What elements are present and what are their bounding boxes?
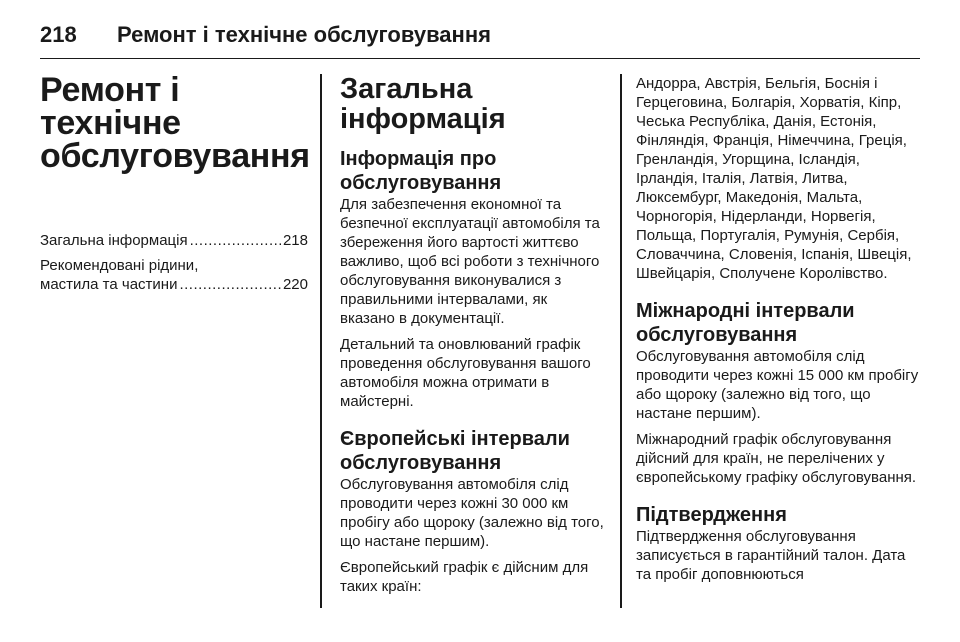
toc-entry-label: мастила та частини (40, 276, 178, 293)
toc-entry-page: 220 (282, 276, 308, 293)
page-header-title: Ремонт і технічне обслуговування (117, 22, 491, 47)
content-column-right (636, 74, 920, 591)
european-intervals-paragraph: Обслуговування автомобіля слід проводити через кожні 30 000 км пробігу або щороку (залежно від того, що настане першим). (340, 476, 604, 550)
subsection-title-confirmation: Підтвердження (636, 504, 787, 526)
european-countries-list: Андорра, Австрія, Бельгія, Боснія і Герцеговина, Болгарія, Хорватія, Кіпр, Чеська Республіка, Данія, Естонія, Фінляндія, Франція, Німеччина, Греція, Гренландія, Угорщина, Ісландія, Ірландія, Італія, Латвія, Литва, Люксембург, Македонія, Мальта, Чорногорія, Нідерланди, Норвегія, Польща, Португалія, Румунія, Сербія, Словаччина, Словенія, Іспанія, Швеція, Швейцарія, Сполучене Королівство. (636, 75, 912, 282)
page-header (40, 8, 920, 59)
toc-entry-general-info[interactable] (40, 231, 308, 250)
subsection-title-service-info: Інформація про обслуговування (340, 148, 502, 194)
table-of-contents (40, 231, 308, 294)
confirmation-paragraph: Підтвердження обслуговування записується в гарантійний талон. Дата та пробіг доповнюються (636, 528, 906, 583)
column-divider (320, 74, 322, 608)
international-intervals-paragraph: Міжнародний графік обслуговування дійсний для країн, не перелічених у європейському графіку обслуговування. (636, 431, 917, 486)
subsection-title-european-intervals: Європейські інтервали обслуговування (340, 428, 570, 474)
european-intervals-paragraph: Європейський графік є дійсним для таких країн: (340, 559, 589, 595)
chapter-title: Ремонт і технічне обслуговування (40, 71, 310, 175)
toc-entry-label: Загальна інформація (40, 232, 188, 249)
chapter-column (40, 71, 310, 300)
toc-entry-label-line1: Рекомендовані рідини, (40, 257, 199, 274)
content-column-middle (340, 74, 605, 603)
service-info-paragraph: Для забезпечення економної та безпечної експлуатації автомобіля та збереження його вартості життєво важливо, щоб всі роботи з технічного обслуговування виконувалися з правильними інтервалами, як вказано в документації. (340, 196, 600, 327)
service-info-paragraph: Детальний та оновлюваний графік проведення обслуговування вашого автомобіля можна отримати в майстерні. (340, 336, 591, 410)
section-title: Загальна інформація (340, 73, 506, 135)
subsection-title-international-intervals: Міжнародні інтервали обслуговування (636, 300, 855, 346)
toc-entry-page: 218 (282, 232, 308, 249)
toc-leader (179, 275, 281, 294)
column-divider (620, 74, 622, 608)
toc-entry-fluids[interactable] (40, 256, 308, 294)
international-intervals-paragraph: Обслуговування автомобіля слід проводити через кожні 15 000 км пробігу або щороку (залежно від того, що настане першим). (636, 348, 919, 422)
toc-leader (190, 231, 281, 250)
page-number: 218 (40, 22, 77, 47)
